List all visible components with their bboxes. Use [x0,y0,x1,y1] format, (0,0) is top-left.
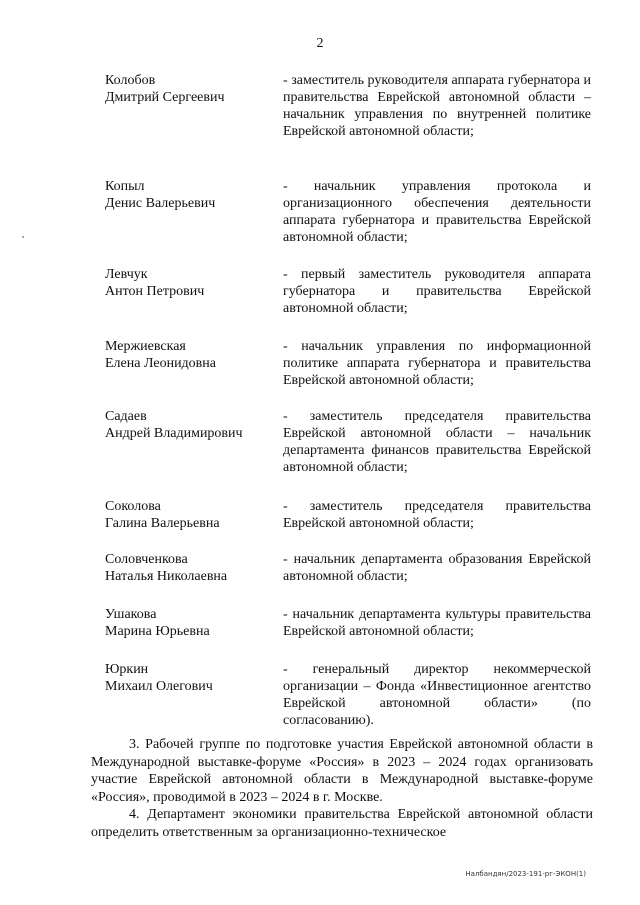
member-role: - начальник управления по информационной политике аппарата губернатора и правительства Еврейской автономной области; [283,339,591,388]
paragraph-item-4 [91,806,593,841]
member-surname: Колобов [105,73,156,88]
member-role: - заместитель председателя правительства Еврейской автономной области; [283,499,591,531]
member-role: - начальник управления протокола и организационного обеспечения деятельности аппарата губернатора и правительства Еврейской автономной области; [283,179,591,245]
member-surname: Левчук [105,267,148,282]
member-name [105,178,275,212]
member-name [105,72,275,106]
member-given-names: Антон Петрович [105,284,205,299]
page-number: 2 [316,36,324,51]
member-role: - первый заместитель руководителя аппарата губернатора и правительства Еврейской автономной области; [283,267,591,316]
member-given-names: Марина Юрьевна [105,624,210,639]
member-role: - заместитель руководителя аппарата губернатора и правительства Еврейской автономной области – начальник управления по внутренней политике Еврейской автономной области; [283,73,591,139]
member-surname: Юркин [105,662,149,677]
member-given-names: Дмитрий Сергеевич [105,90,225,105]
member-name [105,661,275,695]
member-given-names: Андрей Владимирович [105,426,243,441]
member-given-names: Наталья Николаевна [105,569,228,584]
member-role: - заместитель председателя правительства Еврейской автономной области – начальник департамента финансов правительства Еврейской автономной области; [283,409,591,475]
member-surname: Соколова [105,499,161,514]
paragraph-text: 4. Департамент экономики правительства Еврейской автономной области определить ответственным за организационно-техническое [91,807,593,840]
member-name [105,266,275,300]
member-given-names: Галина Валерьевна [105,516,220,531]
member-given-names: Денис Валерьевич [105,196,216,211]
member-given-names: Елена Леонидовна [105,356,216,371]
member-name [105,408,275,442]
member-name [105,551,275,585]
member-given-names: Михаил Олегович [105,679,213,694]
member-surname: Соловченкова [105,552,188,567]
paragraph-item-3 [91,736,593,806]
member-role: - начальник департамента культуры правительства Еврейской автономной области; [283,607,591,639]
member-surname: Копыл [105,179,145,194]
member-role: - генеральный директор некоммерческой организации – Фонда «Инвестиционное агентство Еврейской автономной области» (по согласованию). [283,662,591,728]
member-surname: Мержиевская [105,339,186,354]
member-name [105,606,275,640]
member-role: - начальник департамента образования Еврейской автономной области; [283,552,591,584]
document-footer-reference: Налбандян/2023-191-рг-ЭКОН(1) [465,870,586,878]
member-surname: Садаев [105,409,147,424]
member-name [105,338,275,372]
paragraph-text: 3. Рабочей группе по подготовке участия Еврейской автономной области в Международной выставке-форуме «Россия» в 2023 – 2024 годах организовать участие Еврейской автономной области в Международной выставке-форуме «Россия», проводимой в 2023 – 2024 в г. Москве. [91,737,593,805]
member-surname: Ушакова [105,607,157,622]
member-name [105,498,275,532]
margin-mark [22,236,24,238]
